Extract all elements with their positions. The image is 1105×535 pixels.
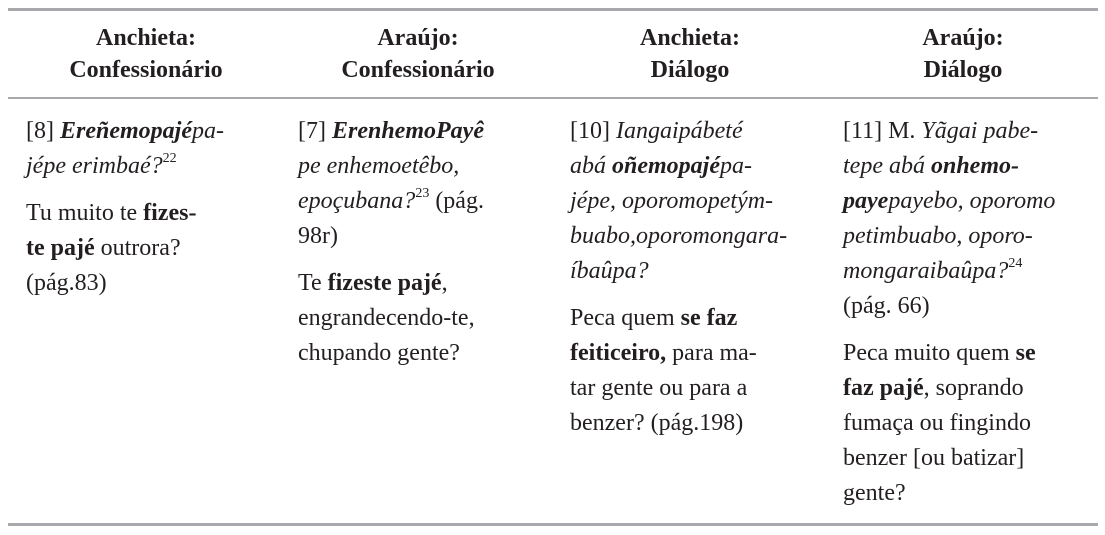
text-fragment: pa-	[720, 153, 752, 179]
footnote-ref: 24	[1008, 256, 1023, 271]
portuguese-translation	[843, 336, 1093, 511]
text-fragment: [7]	[298, 118, 332, 144]
text-line	[843, 371, 1093, 406]
text-fragment: (pág.83)	[26, 270, 107, 296]
text-line	[26, 149, 276, 184]
table-header-rule	[8, 97, 1098, 99]
text-fragment: Diálogo	[923, 57, 1003, 83]
text-fragment: Araújo:	[922, 25, 1004, 51]
text-fragment: outrora?	[94, 235, 181, 261]
text-fragment: paye	[843, 188, 889, 214]
text-line	[298, 184, 548, 219]
text-fragment: Peca quem	[570, 305, 681, 331]
text-line	[570, 301, 825, 336]
header-anchieta-dialogo	[570, 22, 810, 92]
text-fragment: Ereñemopajé	[59, 118, 192, 144]
text-fragment: ErenhemoPayê	[331, 118, 484, 144]
text-fragment: (pág.	[429, 188, 484, 214]
text-fragment: tar gente ou para a	[570, 375, 748, 401]
text-fragment: ,	[441, 270, 448, 296]
text-line	[298, 114, 548, 149]
text-fragment: íbaûpa?	[570, 258, 649, 284]
text-fragment: benzer? (pág.198)	[570, 410, 744, 436]
text-fragment: [8]	[26, 118, 60, 144]
text-fragment: fizeste pajé	[327, 270, 442, 296]
text-fragment: jépe, oporomopetým-	[570, 188, 774, 214]
text-fragment: Confessionário	[69, 57, 223, 83]
portuguese-translation	[298, 266, 548, 371]
tupi-text	[298, 114, 548, 254]
text-fragment: fumaça ou fingindo	[843, 410, 1031, 436]
text-fragment: abá	[570, 153, 612, 179]
portuguese-translation	[26, 196, 276, 301]
text-fragment: pa-	[191, 118, 224, 144]
text-fragment: Diálogo	[650, 57, 730, 83]
text-fragment: Anchieta:	[96, 25, 196, 51]
text-fragment: Araújo:	[377, 25, 459, 51]
text-fragment: Anchieta:	[640, 25, 740, 51]
text-fragment: gente?	[843, 480, 906, 506]
tupi-text	[570, 114, 825, 289]
text-fragment: , soprando	[923, 375, 1024, 401]
text-fragment: epoçubana?	[298, 188, 416, 214]
cell-anchieta-dialogo	[570, 114, 825, 453]
text-line	[26, 114, 276, 149]
cell-anchieta-confessionario	[26, 114, 276, 313]
text-line	[843, 336, 1093, 371]
text-fragment: (pág. 66)	[843, 293, 930, 319]
text-fragment: Iangaipábeté	[615, 118, 743, 144]
header-anchieta-confessionario	[26, 22, 266, 92]
text-line	[298, 266, 548, 301]
text-fragment: payebo, oporomo	[888, 188, 1056, 214]
header-araujo-dialogo	[843, 22, 1083, 92]
text-fragment: [10]	[570, 118, 616, 144]
text-line	[570, 114, 825, 149]
text-fragment: buabo,oporomongara-	[570, 223, 788, 249]
text-fragment: fizes-	[143, 200, 197, 226]
text-fragment: para ma-	[666, 340, 757, 366]
text-fragment: onhemo-	[930, 153, 1019, 179]
tupi-text	[26, 114, 276, 184]
cell-araujo-confessionario	[298, 114, 548, 383]
text-line	[26, 231, 276, 266]
portuguese-translation	[570, 301, 825, 441]
text-fragment: se	[1015, 340, 1036, 366]
text-line	[570, 149, 825, 184]
header-araujo-confessionario	[298, 22, 538, 92]
text-line	[26, 196, 276, 231]
text-fragment: mongaraibaûpa?	[843, 258, 1009, 284]
text-fragment: oñemopajé	[612, 153, 720, 179]
text-fragment: pe enhemoetêbo,	[298, 153, 460, 179]
text-line	[843, 114, 1093, 149]
table-top-rule	[8, 8, 1098, 11]
text-fragment: benzer [ou batizar]	[843, 445, 1025, 471]
text-fragment: chupando gente?	[298, 340, 460, 366]
text-fragment: engrandecendo-te,	[298, 305, 475, 331]
text-fragment: Confessionário	[341, 57, 495, 83]
tupi-text	[843, 114, 1093, 324]
text-line	[570, 336, 825, 371]
text-fragment: petimbuabo, oporo-	[843, 223, 1033, 249]
table-bottom-rule	[8, 523, 1098, 526]
text-fragment: [11] M.	[843, 118, 922, 144]
text-line	[843, 184, 1093, 219]
text-fragment: jépe erimbaé?	[26, 153, 163, 179]
text-line	[843, 149, 1093, 184]
text-fragment: tepe abá	[843, 153, 931, 179]
text-fragment: 98r)	[298, 223, 338, 249]
text-fragment: faz pajé	[843, 375, 924, 401]
footnote-ref: 23	[415, 186, 430, 201]
text-fragment: Te	[298, 270, 328, 296]
text-fragment: Tu muito te	[26, 200, 144, 226]
text-fragment: Peca muito quem	[843, 340, 1016, 366]
text-fragment: te pajé	[26, 235, 95, 261]
cell-araujo-dialogo	[843, 114, 1093, 523]
text-line	[843, 254, 1093, 289]
text-fragment: Yãgai pabe-	[921, 118, 1039, 144]
text-fragment: feiticeiro,	[570, 340, 667, 366]
footnote-ref: 22	[162, 151, 177, 166]
text-fragment: se faz	[680, 305, 738, 331]
